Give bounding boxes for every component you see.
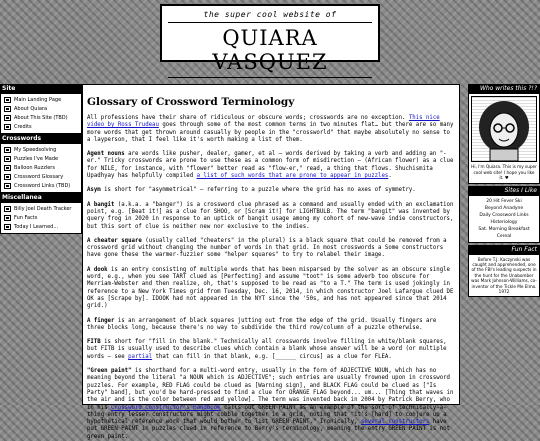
portrait-drawing: [472, 97, 536, 161]
portrait-image: [471, 96, 537, 162]
entry-bangit: A bangit (a.k.a. a "banger") is a crossword clue phrased as a command and usually ended with an exclamation point, e.g. [Beat it!] as a clue for SHOO, or [Scram it!] for LIGHTBULB. The term "bangit" was invented by query frog in 2020 in response to an uptick of bangit usage among my cohort of new-wave indie constructors, but this sort of clue is neither new nor exclusive to the indies.: [87, 201, 454, 230]
misc-icon: [4, 206, 11, 212]
main-content: [82, 84, 460, 440]
nav-crossword-links[interactable]: Crossword Links (TBD): [4, 181, 81, 190]
site-link[interactable]: 20 Hit Fever Ski: [486, 198, 522, 204]
fun-fact-year: 1972: [498, 288, 510, 294]
puzzle-icon: [4, 156, 11, 162]
puzzle-icon: [4, 165, 11, 171]
site-subtitle: the super cool website of: [203, 10, 337, 19]
nav-til[interactable]: Today I Learned...: [4, 222, 81, 231]
site-link[interactable]: Daily Crossword Links: [479, 212, 529, 218]
site-link[interactable]: Sat. Morning Breakfast Cereal: [478, 226, 530, 239]
misc-nav: [0, 202, 82, 234]
page-title: Glossary of Crossword Terminology: [87, 96, 295, 108]
puzzle-icon: [4, 174, 11, 180]
bio-text: Hi, I'm Quiara. This is my super cool web site! I hope you like it. ♥: [471, 164, 537, 180]
intro-paragraph: All professions have their share of ridiculous or obscure words; crosswords are no exception. This nice video by Ross Trudeau goes through some of the most common terms in two minutes flat… but there are so many more words that get thrown around casually by people in the "crossworld" that maybe absolutely no sense to a layperson, that I feel like it's worth making a list of them.: [87, 115, 454, 143]
entry-green-paint: "Green paint" is shorthand for a multi-word entry, usually in the form of ADJECTIVE NOUN, which has no meaning beyond the literal "a NOUN which is ADJECTIVE"; such entries are usually frowned upon in crossword puzzles. For example, RED FLAG could be clued as [Warning sign], and BLACK FLAG could be clued as ["Is Party" band], but you'd be hard-pressed to find a clue for ORANGE FLAG beyond... um... [Thing that waves in the air and is the color between red and yellow]. The term was invented back in 2004 by Patrick Berry, who in his Crossword Constructor's Handbook calls out GREEN PAINT as an example of the sort of technically-a-thing entry lesser constructors might cobble together in a grid, noting that "it's [hard] to conjure up a hypothetical reference work that would bother to list GREEN PAINT." Ironically, several constructors have put GREEN PAINT in puzzles clued in reference to Berry's terminology, meaning the entry GREEN PAINT is not green paint.: [87, 368, 454, 440]
entry-asym: Asym is short for "asymmetrical" – referring to a puzzle where the grid has no axes of symmetry.: [87, 187, 416, 194]
video-link[interactable]: This nice video by Ross Trudeau: [87, 115, 440, 129]
nav-fun-facts[interactable]: Fun Facts: [4, 213, 81, 222]
entry-dook: A dook is an entry consisting of multiple words that has been misparsed by the solver as an obscure single word, e.g., when you see TART clued as [Perfecting] and assume "toot" is some adverb too obscure for Merriam-Webster and then realize, oh, that's supposed to be read as "to a T." The term is used jokingly in reference to a New York Times grid from Tuesday, Dec. 16, 2014, in which constructor Joel Lafargue clued DE OK as [Scrape by]. IDOOK had not appeared in the NYT since the '50s, and has not appeared since that 2014 grid.): [87, 266, 454, 310]
puzzle-icon: [4, 183, 11, 189]
nav-puzzles-made[interactable]: Puzzles I've Made: [4, 154, 81, 163]
misc-icon: [4, 224, 11, 230]
nav-main-landing[interactable]: Main Landing Page: [4, 95, 81, 104]
sites-heading: Sites I Like: [468, 186, 540, 195]
site-banner: [160, 4, 380, 74]
nav-balloon-ruzzlers[interactable]: Balloon Ruzzlers: [4, 163, 81, 172]
handbook-link[interactable]: Crossword Constructor's Handbook: [110, 404, 221, 411]
page-icon: [4, 115, 11, 121]
page-icon: [4, 106, 11, 112]
puzzle-icon: [4, 147, 11, 153]
fun-fact-heading: Fun Fact: [468, 245, 540, 254]
page-icon: [4, 124, 11, 130]
fun-fact-text: Before T.J. Kaczynski was caught and apprehended, one of the FBI's leading suspects in the hunt for the Unabomber was Mark Johnson-Williams, co-inventor of the Tickle Me Elmo.: [471, 256, 537, 289]
site-nav: [0, 93, 82, 134]
nav-credits[interactable]: Credits: [4, 122, 81, 131]
section-crosswords-heading: Crosswords: [0, 134, 82, 143]
misc-icon: [4, 215, 11, 221]
section-site-heading: Site: [0, 84, 82, 93]
entry-agent-nouns: Agent nouns are words like pusher, dealer, gamer, et al – words derived by taking a verb and adding an "-er." Tricky crosswords are prone to use these as a common form of misdirection – (African flower) as a clue for NILE, for instance, with "flower" better read as "flow-er," read, a thing that flows. Shuchismita Upadhyay has helpfully compiled a list of such words that are prone to appear in puzzles.: [87, 151, 454, 180]
site-title: QUIARA VASQUEZ: [168, 22, 372, 78]
constructors-link[interactable]: several constructors: [360, 419, 430, 426]
who-heading: Who writes this ?!?: [468, 84, 540, 93]
section-misc-heading: Miscellanea: [0, 193, 82, 202]
entry-fitb: FITB is short for "fill in the blank." Technically all crosswords involve filling in white/blank squares, but FITB is usually used to describe clues which contain a blank whose answer will be a word (or multiple words – see partial that can fill in that blank, e.g. [______ circus] as a clue for FLEA.: [87, 339, 447, 360]
nav-about-site[interactable]: About This Site (TBD): [4, 113, 81, 122]
nav-about-quiara[interactable]: About Quiara: [4, 104, 81, 113]
who-box: [468, 93, 540, 184]
left-sidebar: [0, 84, 82, 234]
site-link[interactable]: Beyond Anadyne: [484, 205, 524, 211]
nav-billy-joel[interactable]: Billy Joel Death Tracker: [4, 204, 81, 213]
nav-crossword-glossary[interactable]: Crossword Glossary: [4, 172, 81, 181]
fun-fact-box: [468, 254, 540, 298]
site-link[interactable]: Histeriology: [490, 219, 518, 225]
entry-finger: A finger is an arrangement of black squares jutting out from the edge of the grid. Usually fingers are three blocks long, because there's no way to subdivide the third row/column of a puzzle otherwise.: [87, 317, 437, 331]
crosswords-nav: [0, 143, 82, 193]
nav-speedsolving[interactable]: My Speedsolving: [4, 145, 81, 154]
sites-list: [468, 195, 540, 243]
entry-cheater-square: A cheater square (usually called "cheaters" in the plural) is a black square that could be removed from a crossword grid without changing the number of words in that grid. In most crosswords a Some constructors have gone these the warmer-fuzzier some "helper squares" to try to relabel their image.: [87, 237, 447, 259]
partial-link[interactable]: partial: [128, 353, 153, 360]
word-list-link[interactable]: a list of such words that are prone to appear in puzzles: [196, 173, 389, 180]
right-sidebar: [468, 84, 540, 297]
page-icon: [4, 97, 11, 103]
